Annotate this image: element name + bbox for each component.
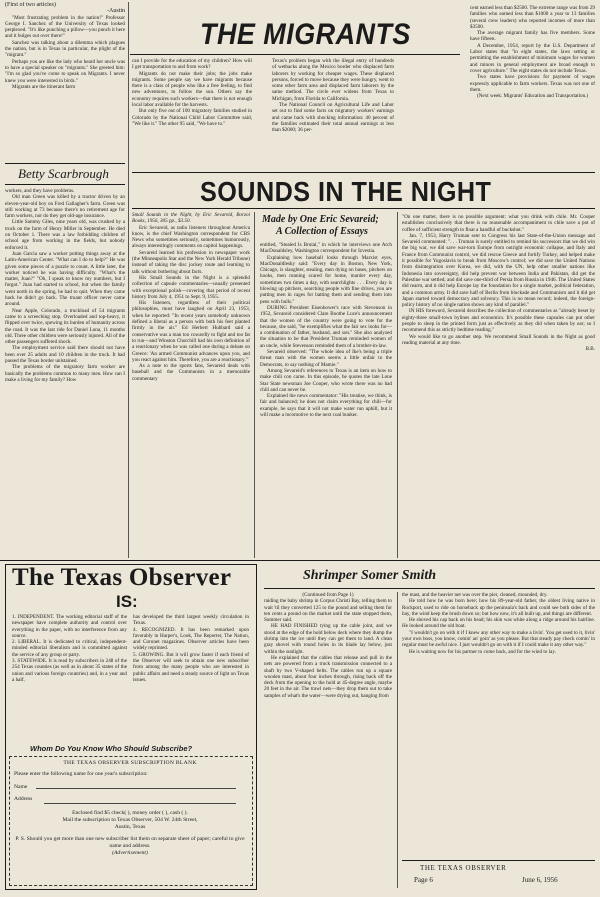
article-paragraph: Old man Green was killed by a tractor driven by an eleven-year-old boy on Fred Gallagher's farm. Green was still working at 73 because there's no retirement age for farm workers, nor do they get old-age insurance. <box>5 194 125 220</box>
article-paragraph: Perhaps you are like the lady who heard her uncle was to have a special speaker on "migrants." She greeted him: "I'm so glad you've come to speak on Migrants. I never knew you were interested in birds." <box>5 58 125 84</box>
address-field-line[interactable] <box>44 803 236 804</box>
shrimper-column-3 <box>264 592 392 888</box>
article-paragraph: He explained that the cables that release and pull in the nets are powered from a truck transmission connected to a shaft by two V-shaped belts. The cables run up a square wooden mast, about four inches through, rising back off the deck from the opening to the hold at 45-degree angle, maybe 20 feet in the air. The trawl nets—they drop them out to take samples of what's the water—were drying out, hanging from <box>264 654 392 699</box>
footer-rule <box>402 860 595 861</box>
byline-rule-bottom <box>5 184 125 185</box>
article-paragraph: "I wouldn't go on with it if I knew any other way to make a livin'. You get used to it, livin' your own boss, you know, comin' an' goin' as you please. But that steady pay check comin' in regular must be awful nice. I just wouldn't go on with it if I could make it any other way." <box>402 629 595 649</box>
article-paragraph: "On one matter, there is no possible argument: what you drink with chile. Mr. Cooper establishes conclusively that there is no reasonable accompaniment to chile save a pot of coffee of sufficient strength to float a handful of buckshot." <box>402 214 595 233</box>
section-rule <box>132 208 595 209</box>
mailing-instructions: Mail the subscription to Texas Observer, 504 W. 24th Street, <box>62 817 198 823</box>
payment-block <box>14 810 246 857</box>
article-paragraph: He shoved his cap back on his head; his skin was white along a ridge around his hairline. He looked around the old boat. <box>402 617 595 630</box>
migrants-column-2 <box>132 58 252 168</box>
article-paragraph: He is waiting now for his partner to come back, and for the wind to lay. <box>409 648 556 655</box>
migrants-column-3 <box>272 58 394 168</box>
article-paragraph: But only five out of 100 migratory families studied in Colorado by the National Child Labor Committee said, "We like it." The other 95 said, "We have to." <box>132 108 252 127</box>
name-field-line[interactable] <box>36 788 236 789</box>
article-paragraph: Migrants are the itinerant farm <box>12 83 76 90</box>
subscription-blank-text <box>14 760 246 791</box>
article-paragraph: Texas's problem began with the illegal entry of hundreds of wetbacks along the Mexico border who displaced farm laborers by working for cheaper wages. These displaced persons, forced to move because they were hungry, went to some other farm area and displaced farm laborers by the same method. The circle ever widens from Texas to Michigan, from Florida to California. <box>272 58 394 102</box>
shrimper-headline: Shrimper Somer Smith <box>303 568 437 583</box>
observer-point: 3. STATEWIDE. It is read by subscribers in 248 of the 254 Texas counties (as well as in about 35 states of the union and various foreign countries) and, in a year and a half, <box>12 658 127 683</box>
article-paragraph: workers, and they have problems. <box>5 188 75 194</box>
sounds-subhead-line-1: Made by One Eric Sevareid; <box>262 214 379 225</box>
article-paragraph: (Next week: Migrants' Education and Transportation.) <box>477 93 589 100</box>
observer-point: 2. LIBERAL. It is dedicated to critical, independent-minded editorial liberalism and is committed against the service of any group or party. <box>12 639 127 658</box>
payment-options: Enclosed find $5 check( ), money order ( ), cash ( ). <box>72 810 188 816</box>
postscript: P. S. Should you get more than one new subscriber list them on separate sheet of paper; careful to give name and address. <box>15 836 245 849</box>
article-paragraph: Jan. 7, 1953, Harry Truman sent to Congress his last State-of-the-Union message and Sevareid commented: ". . . Truman is surely entitled to remind his successors that we did win the big war, we did save war-torn Europe from outright economic collapse, and Italy and France from Communist control, we did rescue Greece and fortify Turkey, and helped make it possible for Yugoslavia to break from Moscow's control; we did save the United Nations from disintegration over Korea, we did, with the UN, help other smaller nations like Indonesia into sovereignty, did help prevent war between India and Pakistan, did get the Palestine war settled; and did save one-third of Persia from Russia in 1946. The United States did rearm, and it did help Europe lay the foundation for a single market, political federation, and a common army. It did save half of Berlin from blockade and Communism and it did get Japan started toward democracy and solvency. This is no mean record; indeed, the foreign-policy history of no single nation shows any kind of parallel." <box>402 232 595 309</box>
observer-is: IS: <box>116 592 138 611</box>
shrimper-column-4 <box>402 592 595 854</box>
article-paragraph: DURING President Eisenhower's race with Stevenson in 1952, Sevareid considered Clare Boothe Luce's announcement that the women of the country were going to vote for the because, she said, "he exemplifies what the fair sex looks for—a combination of father, husband, and son." She also analyzed the situation to be that President Truman reminded women of an uncle, while Stevenson reminded them of a brother-in-law. <box>260 304 392 349</box>
reviewer-initials: B.B. <box>585 346 595 353</box>
sounds-column-2 <box>132 212 250 558</box>
migrants-headline: THE MIGRANTS <box>200 18 411 51</box>
article-paragraph: Explained the news commentator: "His treatise, we think, is fair and balanced; he does not claim everything for chili—for example, he says that it will not make water run uphill, but it will make a locomotive to the next coal bunker. <box>260 393 392 419</box>
article-paragraph: the mast, and the heavier net was over the pier, cleaned, mounded, dry. <box>402 592 548 598</box>
article-paragraph: Two states have provisions for payment of wages expressly applicable to farm workers. Texas was not one of them. <box>470 74 595 93</box>
section-rule <box>132 172 595 173</box>
article-paragraph: Little Sammy Giles, nine years old, was crushed by a truck on the farm of Henry Miller in September. He died on October 1. There was a law forbidding children of school age from working in the fields, but nobody enforced it. <box>5 219 125 251</box>
observer-point: has developed the third largest weekly circulation in Texas. <box>133 614 249 627</box>
mailing-city: Austin, Texas <box>114 824 146 830</box>
article-paragraph: Migrants do not make their jobs; the jobs make migrants. Some people say we have migrants because there is a class of people who like a free feeling, to find new adventures, to follow the sun. Others say the economy requires such workers—that there is not enough local labor available for the harvests. <box>132 70 252 109</box>
byline-rule-top <box>5 163 125 164</box>
subscribe-prompt: Whom Do You Know Who Should Subscribe? <box>30 744 193 753</box>
advertisement-label: (Advertisement) <box>112 850 148 856</box>
sounds-column-3 <box>260 242 392 558</box>
article-paragraph: We would like to go another step. We recommend Small Sounds in the Night as good reading material at any time. <box>402 333 595 346</box>
article-paragraph: raiding the baby shrimp in Corpus Christi Bay, telling them to wait 'til they converted 125 to the pound and selling them for ten cents a pound on the market until the state stopped them, Summer said. <box>264 598 392 624</box>
article-paragraph: Sanchez was talking about a dilemma which plagues the nation, but is in Texas in particular, the plight of the "migrant." <box>5 39 125 59</box>
article-paragraph: Sevareid observed: "The whole idea of Ike's being a triple threat man with the women seems a little unfair to the Democrats, to say nothing of Mamie." <box>260 349 392 368</box>
article-paragraph: Small Sounds in the Night, by Eric Sevareid, Borzoi Books, 1956, 305 pp., $3.50. <box>132 212 250 225</box>
article-paragraph: The problems of the migratory farm worker are basically the problems common to many men. How can I make a living for my family? How <box>5 364 125 383</box>
article-paragraph: HE HAD FINISHED tying up the cable joint, and we stood at the edge of the hold below deck where they dump the shrimp into the ice until they can get them to land. A clean gray shovel with round holes in its blade lay below, just within the sunlight. <box>264 623 392 655</box>
article-paragraph: He told how he was born here; how his 89-year-old father, the oldest living native in Rockport, used to ride on horseback up the peninsula's back and could see both sides of the bay, the wind keep the brush down so; but how now, it's all built up, and things are different. <box>402 598 595 617</box>
migrants-byline: Betty Scarbrough <box>18 166 109 181</box>
observer-point: 5. GROWING. But it will grow faster if each friend of the Observer will seek to obtain one new subscriber from among the many people who are interested in public affairs and need a steady source of light on Texas issues. <box>133 651 249 683</box>
headline-rule <box>130 54 460 55</box>
column-divider <box>397 212 398 558</box>
article-paragraph: Explaining how baseball looks through Marxist eyes, MacDonaldlesky said: "Every day in Boston, New York, Chicago, is slaughter, stealing, men dying on bases, pitchers on hooks, men running scared for home, murder every day, sometimes two times a day, with searchlights . . . Every day is blowing up pitchers, searching people with fine drives, you are putting men in cages for batting them and sending them into pens with bulls." <box>260 254 392 305</box>
migrants-column-1a <box>5 2 125 90</box>
sounds-headline: SOUNDS IN THE NIGHT <box>200 176 492 207</box>
article-paragraph: The average migrant family has five members. Some have fifteen. <box>470 30 595 43</box>
sounds-subhead-line-2: A Collection of Essays <box>276 226 368 237</box>
sounds-subhead <box>262 214 392 238</box>
observer-column-right <box>133 614 249 744</box>
article-paragraph: Juan Garcia saw a worker putting things away at the Latin-American Center. "What can I do to help?" He was given some pieces of a puzzle to count. A little later, the worker noticed he was having difficulty. "What's the matter, Juan?" "Oh, I speak to know my numbers, but I forgot." Juan had started to school, but when the family went north in the spring, he had to quit. When they came back he didn't go back. The truant officer never came around. <box>5 250 125 308</box>
observer-point: 4. RECOGNIZED. It has been remarked upon favorably in Harper's, Look, The Reporter, The Nation, and Coronet magazines. Observer articles have been widely reprinted. <box>133 626 249 652</box>
article-paragraph: cent earned less than $2500. The extreme range was from 29 families who earned less than $1000 a year to 13 families (several crew leaders) who reported incomes of more than $3500. <box>470 5 595 30</box>
article-paragraph: entitled, "Stealed Is Brutal," in which he interviews one Arch MacDonaldsley, Washington correspondent for Izvestia. <box>260 242 392 255</box>
section-rule <box>264 588 595 589</box>
column-divider <box>128 2 129 558</box>
series-note: (First of two articles) <box>5 2 56 8</box>
sounds-column-4 <box>402 214 595 558</box>
continued-note: (Continued from Page 1) <box>302 592 354 598</box>
migrants-column-4 <box>470 5 595 170</box>
article-paragraph: The National Council on Agricultural Life and Labor set out to find some facts on migratory workers' earnings and came back with shocking information: 40 percent of the families estimated their total annual earnings at less than $2000; 36 per- <box>272 102 394 134</box>
dateline: -Austin <box>107 8 125 15</box>
observer-column-left <box>12 614 127 744</box>
column-divider <box>397 592 398 888</box>
address-label: Address <box>14 796 33 802</box>
article-paragraph: His Small Sounds in the Night is a splendid collection of capsule commentaries—usually presented with exceptional polish—covering that period of recent history from July 4, 1951 to Sept. 9, 1955. <box>132 274 250 300</box>
article-paragraph: IN HIS foreword, Sevareid describes the collection of commentaries as "already beset by eighty-three small-town bylines and economics. It's possible these capsules can put other people to sleep in the printed form just as effectively as they did when taken by ear; so I recommend this as strictly bedtime reading." <box>402 308 595 334</box>
address-block <box>14 796 246 803</box>
article-paragraph: "Most frustrating problem in the nation!" Professor George I. Sanchez of the University of Texas looked perplexed. "It's like punching a pillow—you punch it here and it bulges out over there!" <box>5 14 125 40</box>
article-paragraph: can I provide for the education of my children? How will I get transportation to and from work? <box>132 58 252 71</box>
migrants-column-1b <box>5 188 125 556</box>
article-paragraph: As a note to the sports fans, Sevareid deals with baseball and the Communists in a memorable commentary <box>132 363 250 382</box>
article-paragraph: His listeners, regardless of their political philosophies, must have laughed on April 23, 1953, when he reported: "In recent years somebody unknown defined a liberal as a person with both his feet planted firmly in the air." Ed Herbert Hubbard said a conservative was a man too cowardly to fight and too fat to run—and Winston Churchill had his own definition of a reactionary when he was called one during a debate on Greece: 'An armed Communist advances upon you, and you react against him. Therefore, you are a reactionary.'" <box>132 300 250 363</box>
article-paragraph: Among Sevareid's references to Texas is an item on how to make chili con carne. In this episode, he quotes the late Lone Star State newsman Joe Cooper, who wrote there was no bad chili and can never be. <box>260 367 392 393</box>
article-paragraph: A December, 1954, report by the U.S. Department of Labor states that "in eight states, the laws setting or permitting the establishment of minimum wages for women and minors in general employment are broad enough to cover agriculture." The eight states do not include Texas. <box>470 42 595 74</box>
subscription-blank-title: THE TEXAS OBSERVER SUBSCRIPTION BLANK <box>63 760 197 766</box>
article-paragraph: Eric Sevareid, as radio listeners throughout America know, is the chief Washington correspondent for CBS News who sometimes seriously, sometimes humorously, always interestingly comments on capitol happenings. <box>132 224 250 250</box>
article-paragraph: Near Apple, Colorado, a truckload of 54 migrants came to a screeching stop. Overloaded and top-heavy, it flipped over twice, spewing its burden of humanity across the road. It was the last ride for Daniel Luna, 11 months old. Three other children were seriously injured. All of the other passengers suffered shock. <box>5 307 125 346</box>
article-paragraph: Sevareid learned his profession in newspaper work (the Minneapolis Star and the New York Herald Tribune) instead of taking the disc jockey route and learning to talk without bothering about facts. <box>132 249 250 275</box>
footer-date: June 6, 1956 <box>522 876 558 884</box>
observer-point: 1. INDEPENDENT. The working editorial staff of the newspaper have complete authority and control over everything in the paper, with no interference from any source. <box>12 614 127 639</box>
name-label: Name <box>14 784 28 790</box>
section-rule <box>0 560 600 561</box>
subscription-instructions: Please enter the following name for one year's subscription: <box>14 771 148 777</box>
column-divider <box>254 212 255 558</box>
article-paragraph: The employment service said there should not have been over 25 adults and 10 children in the truck. It had passed the Texas border unlstained. <box>5 345 125 365</box>
footer-page-number: Page 6 <box>414 876 433 884</box>
observer-masthead: The Texas Observer <box>12 564 232 591</box>
footer-paper-name: THE TEXAS OBSERVER <box>420 864 507 872</box>
